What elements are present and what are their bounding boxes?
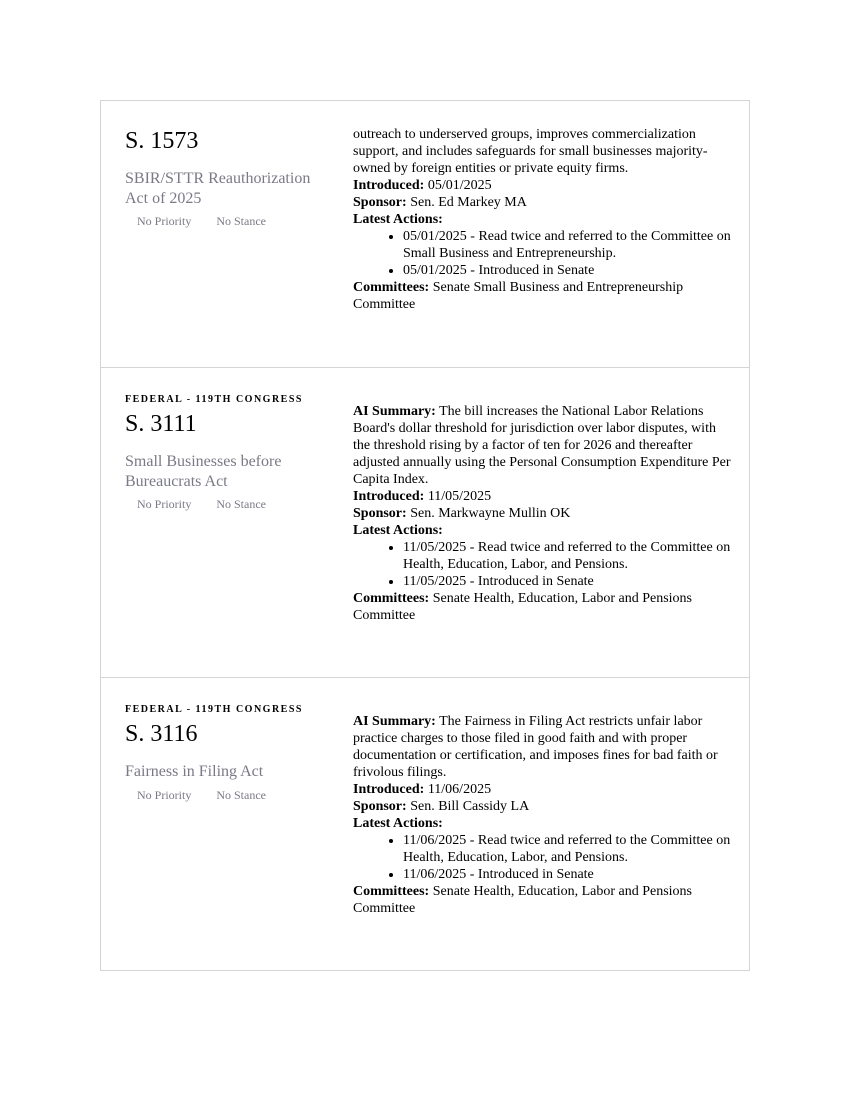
committees-text: Senate Small Business and Entrepreneurship Committee: [353, 280, 684, 312]
bill-list: [100, 100, 750, 971]
bill-details: [353, 713, 733, 917]
bill-tags: [125, 788, 325, 803]
introduced-label: Introduced:: [353, 489, 425, 504]
committees-text: Senate Health, Education, Labor and Pensions Committee: [353, 591, 693, 623]
introduced-date: 05/01/2025: [427, 178, 492, 193]
sponsor-line: [353, 505, 733, 522]
bill-tags: [125, 214, 325, 229]
committees-label: Committees:: [353, 280, 430, 295]
sponsor-label: Sponsor:: [353, 799, 407, 814]
bill-number: S. 3116: [125, 721, 198, 747]
latest-actions-label: Latest Actions:: [353, 523, 443, 538]
summary-text: The bill increases the National Labor Relations Board's dollar threshold for jurisdiction over labor disputes, with the threshold rising by a factor of ten for 2026 and thereafter adjusted annually using the Personal Consumption Expenditure Per Capita Index.: [353, 404, 731, 487]
summary-label: AI Summary:: [353, 714, 436, 729]
summary-text: The Fairness in Filing Act restricts unfair labor practice charges to those filed in good faith and with proper documentation or certification, and imposes fines for bad faith or frivolous filings.: [353, 714, 718, 780]
summary-label: AI Summary:: [353, 404, 436, 419]
committees-label: Committees:: [353, 591, 430, 606]
introduced-line: [353, 488, 733, 505]
latest-actions-list: [353, 832, 733, 883]
sponsor-line: [353, 194, 733, 211]
bill-header: [125, 101, 325, 229]
bill-card: [101, 367, 749, 677]
stance-tag: No Stance: [216, 214, 266, 228]
sponsor-name: Sen. Ed Markey MA: [410, 195, 527, 210]
bill-title: SBIR/STTR Reauthorization Act of 2025: [125, 170, 311, 207]
committees-text: Senate Health, Education, Labor and Pensions Committee: [353, 884, 693, 916]
bill-tags: [125, 497, 325, 512]
committees-line: [353, 279, 733, 313]
introduced-label: Introduced:: [353, 782, 425, 797]
committees-label: Committees:: [353, 884, 430, 899]
bill-details: [353, 403, 733, 624]
committees-line: [353, 883, 733, 917]
bill-header: [125, 368, 325, 512]
bill-number: S. 1573: [125, 128, 199, 154]
bill-header: [125, 678, 325, 803]
bill-details: [353, 126, 733, 313]
bill-summary: [353, 403, 733, 488]
introduced-line: [353, 781, 733, 798]
bill-title: Fairness in Filing Act: [125, 763, 264, 780]
sponsor-label: Sponsor:: [353, 506, 407, 521]
bill-number: S. 3111: [125, 411, 197, 437]
summary-text: outreach to underserved groups, improves commercialization support, and includes safeguards for small businesses majority-owned by foreign entities or private equity firms.: [353, 127, 708, 176]
action-item: • 11/05/2025 - Introduced in Senate: [403, 573, 733, 590]
sponsor-label: Sponsor:: [353, 195, 407, 210]
latest-actions-label: Latest Actions:: [353, 816, 443, 831]
action-item: • 05/01/2025 - Read twice and referred to the Committee on Small Business and Entrepreneurship.: [403, 228, 733, 262]
latest-actions-list: [353, 539, 733, 590]
congress-label: FEDERAL - 119TH CONGRESS: [125, 704, 303, 715]
action-item: • 11/05/2025 - Read twice and referred to the Committee on Health, Education, Labor, and Pensions.: [403, 539, 733, 573]
priority-tag: No Priority: [137, 497, 192, 511]
action-item: • 11/06/2025 - Read twice and referred to the Committee on Health, Education, Labor, and Pensions.: [403, 832, 733, 866]
introduced-line: [353, 177, 733, 194]
stance-tag: No Stance: [216, 787, 266, 802]
bill-title: Small Businesses before Bureaucrats Act: [125, 453, 282, 490]
bill-summary: [353, 713, 733, 781]
action-item: • 11/06/2025 - Introduced in Senate: [403, 866, 733, 883]
latest-actions-list: [353, 228, 733, 279]
sponsor-line: [353, 798, 733, 815]
introduced-date: 11/06/2025: [427, 782, 492, 797]
sponsor-name: Sen. Bill Cassidy LA: [410, 799, 530, 814]
sponsor-name: Sen. Markwayne Mullin OK: [410, 506, 571, 521]
stance-tag: No Stance: [216, 497, 266, 511]
latest-actions-label: Latest Actions:: [353, 212, 443, 227]
priority-tag: No Priority: [137, 787, 192, 802]
bill-summary: [353, 126, 733, 177]
introduced-label: Introduced:: [353, 178, 425, 193]
priority-tag: No Priority: [137, 214, 192, 228]
congress-label: FEDERAL - 119TH CONGRESS: [125, 394, 303, 405]
bill-card: [101, 101, 749, 367]
committees-line: [353, 590, 733, 624]
introduced-date: 11/05/2025: [427, 489, 492, 504]
bill-card: [101, 677, 749, 970]
action-item: • 05/01/2025 - Introduced in Senate: [403, 262, 733, 279]
